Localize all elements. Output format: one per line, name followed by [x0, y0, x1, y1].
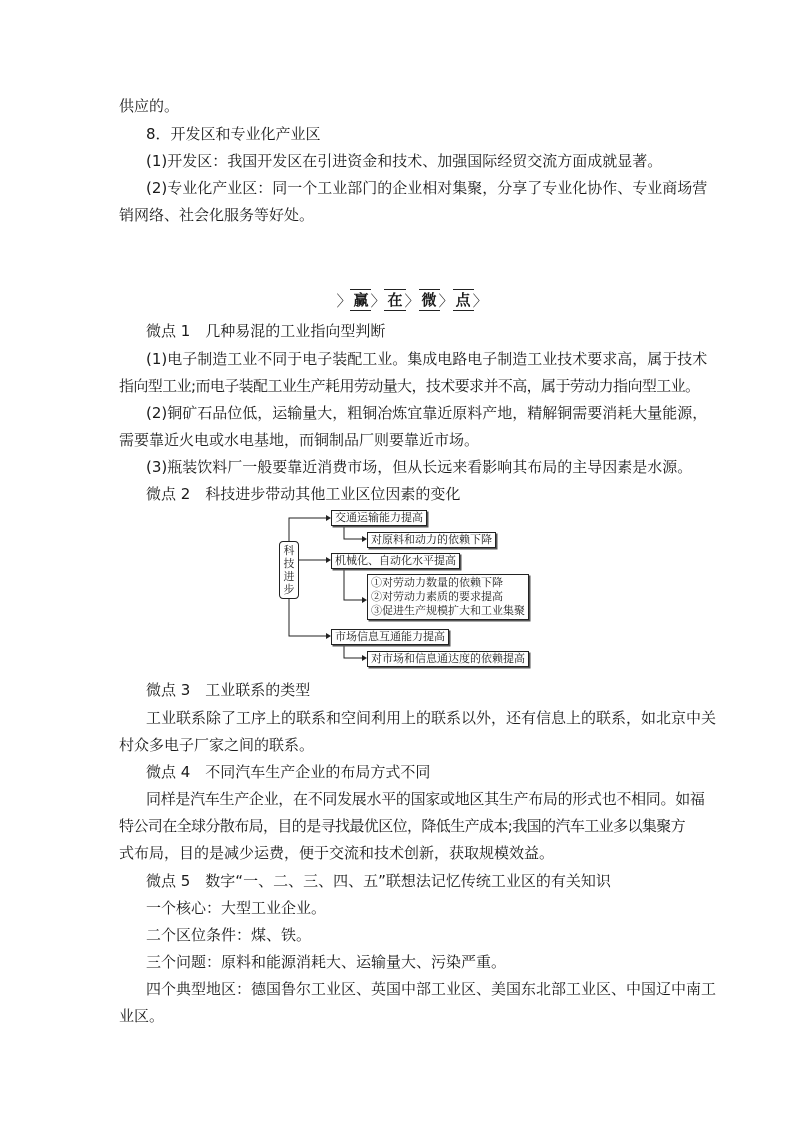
section-banner — [336, 287, 488, 313]
banner-char: 赢 — [350, 289, 371, 311]
root-node — [279, 541, 299, 599]
effect-item: ③促进生产规模扩大和工业集聚 — [371, 604, 525, 617]
chevron-icon: 〉 — [370, 291, 386, 310]
text-line: 业区。 — [119, 1007, 165, 1025]
text-line: 式布局，目的是减少运费，便于交流和技术创新，获取规模效益。 — [119, 844, 555, 862]
text-line: (2)铜矿石品位低，运输量大，粗铜冶炼宜靠近原料产地，精解铜需要消耗大量能源， — [146, 404, 708, 422]
point-title: 微点 2 科技进步带动其他工业区位因素的变化 — [146, 485, 461, 503]
chevron-icon: 〉 — [336, 291, 352, 310]
chevron-icon: 〉 — [404, 291, 420, 310]
text-line: 指向型工业;而电子装配工业生产耗用劳动量大，技术要求并不高，属于劳动力指向型工业。 — [119, 377, 700, 395]
point-title: 微点 5 数字“一、二、三、四、五”联想法记忆传统工业区的有关知识 — [146, 872, 611, 890]
point-title: 微点 3 工业联系的类型 — [146, 681, 311, 699]
chevron-icon: 〉 — [438, 291, 454, 310]
root-char: 进 — [283, 570, 295, 583]
section-heading: 8．开发区和专业化产业区 — [146, 125, 321, 143]
text-line: 供应的。 — [119, 97, 180, 115]
text-line: 特公司在全球分散布局，目的是寻找最优区位，降低生产成本;我国的汽车工业多以集聚方 — [119, 817, 686, 835]
text-line: 工业联系除了工序上的联系和空间利用上的联系以外，还有信息上的联系，如北京中关 — [146, 709, 717, 727]
point-title: 微点 4 不同汽车生产企业的布局方式不同 — [146, 763, 431, 781]
text-line: (2)专业化产业区：同一个工业部门的企业相对集聚，分享了专业化协作、专业商场营 — [146, 179, 708, 197]
text-line: 四个典型地区：德国鲁尔工业区、英国中部工业区、美国东北部工业区、中国辽中南工 — [146, 980, 717, 998]
banner-char: 微 — [419, 289, 440, 311]
root-char: 技 — [283, 557, 295, 570]
text-line: 销网络、社会化服务等好处。 — [119, 206, 315, 224]
effect-node-group — [367, 574, 529, 620]
branch-node: 机械化、自动化水平提高 — [331, 553, 460, 569]
effect-node: 对原料和动力的依赖下降 — [367, 532, 496, 548]
effect-item: ②对劳动力素质的要求提高 — [371, 590, 503, 603]
root-char: 步 — [283, 583, 295, 596]
effect-item: ①对劳动力数量的依赖下降 — [371, 576, 503, 589]
text-line: 需要靠近火电或水电基地，而铜制品厂则要靠近市场。 — [119, 431, 480, 449]
text-line: 三个问题：原料和能源消耗大、运输量大、污染严重。 — [146, 953, 507, 971]
point-title: 微点 1 几种易混的工业指向型判断 — [146, 322, 386, 340]
tech-progress-diagram — [276, 508, 546, 670]
effect-node: 对市场和信息通达度的依赖提高 — [367, 651, 529, 667]
text-line: (3)瓶装饮料厂一般要靠近消费市场，但从长远来看影响其布局的主导因素是水源。 — [146, 458, 693, 476]
root-char: 科 — [283, 544, 295, 557]
text-line: 二个区位条件：煤、铁。 — [146, 926, 312, 944]
text-line: (1)电子制造工业不同于电子装配工业。集成电路电子制造工业技术要求高，属于技术 — [146, 350, 708, 368]
text-line: 同样是汽车生产企业，在不同发展水平的国家或地区其生产布局的形式也不相同。如福 — [146, 790, 705, 808]
branch-node: 市场信息互通能力提高 — [331, 629, 449, 645]
text-line: (1)开发区：我国开发区在引进资金和技术、加强国际经贸交流方面成就显著。 — [146, 152, 663, 170]
banner-char: 在 — [384, 289, 405, 311]
banner-char: 点 — [453, 289, 474, 311]
text-line: 村众多电子厂家之间的联系。 — [119, 736, 315, 754]
chevron-icon: 〉 — [472, 291, 488, 310]
branch-node: 交通运输能力提高 — [331, 510, 427, 526]
text-line: 一个核心：大型工业企业。 — [146, 899, 327, 917]
